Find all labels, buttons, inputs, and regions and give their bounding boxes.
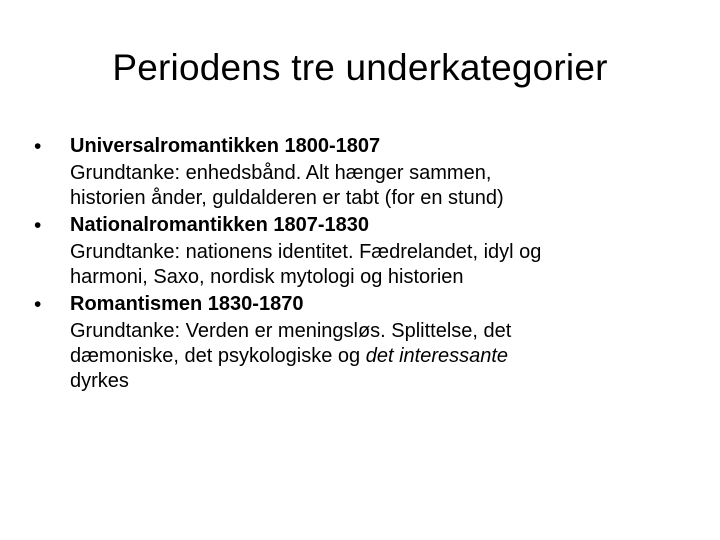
description-line: Grundtanke: Verden er meningsløs. Splittelse, det [70, 320, 512, 342]
bullet-icon: • [34, 214, 42, 237]
item-description [70, 161, 694, 211]
slide-title: Periodens tre underkategorier [112, 47, 608, 88]
item-heading: Universalromantikken 1800-1807 [70, 135, 381, 157]
description-line: dyrkes [70, 370, 129, 392]
bullet-icon: • [34, 135, 42, 158]
bullet-list [34, 132, 694, 394]
item-heading: Nationalromantikken 1807-1830 [70, 214, 370, 236]
item-heading: Romantismen 1830-1870 [70, 293, 304, 315]
list-item [34, 132, 694, 211]
description-line: historien ånder, guldalderen er tabt (for en stund) [70, 187, 504, 209]
description-emphasis: det interessante [365, 345, 509, 367]
description-line: harmoni, Saxo, nordisk mytologi og historien [70, 266, 464, 288]
description-text: dæmoniske, det psykologiske og [70, 345, 366, 367]
bullet-icon: • [34, 293, 42, 316]
description-line [70, 344, 694, 369]
description-line: Grundtanke: enhedsbånd. Alt hænger sammen, [70, 162, 492, 184]
description-line: Grundtanke: nationens identitet. Fædrelandet, idyl og [70, 241, 542, 263]
item-description [70, 319, 694, 394]
list-item [34, 211, 694, 290]
item-description [70, 240, 694, 290]
list-item [34, 290, 694, 394]
